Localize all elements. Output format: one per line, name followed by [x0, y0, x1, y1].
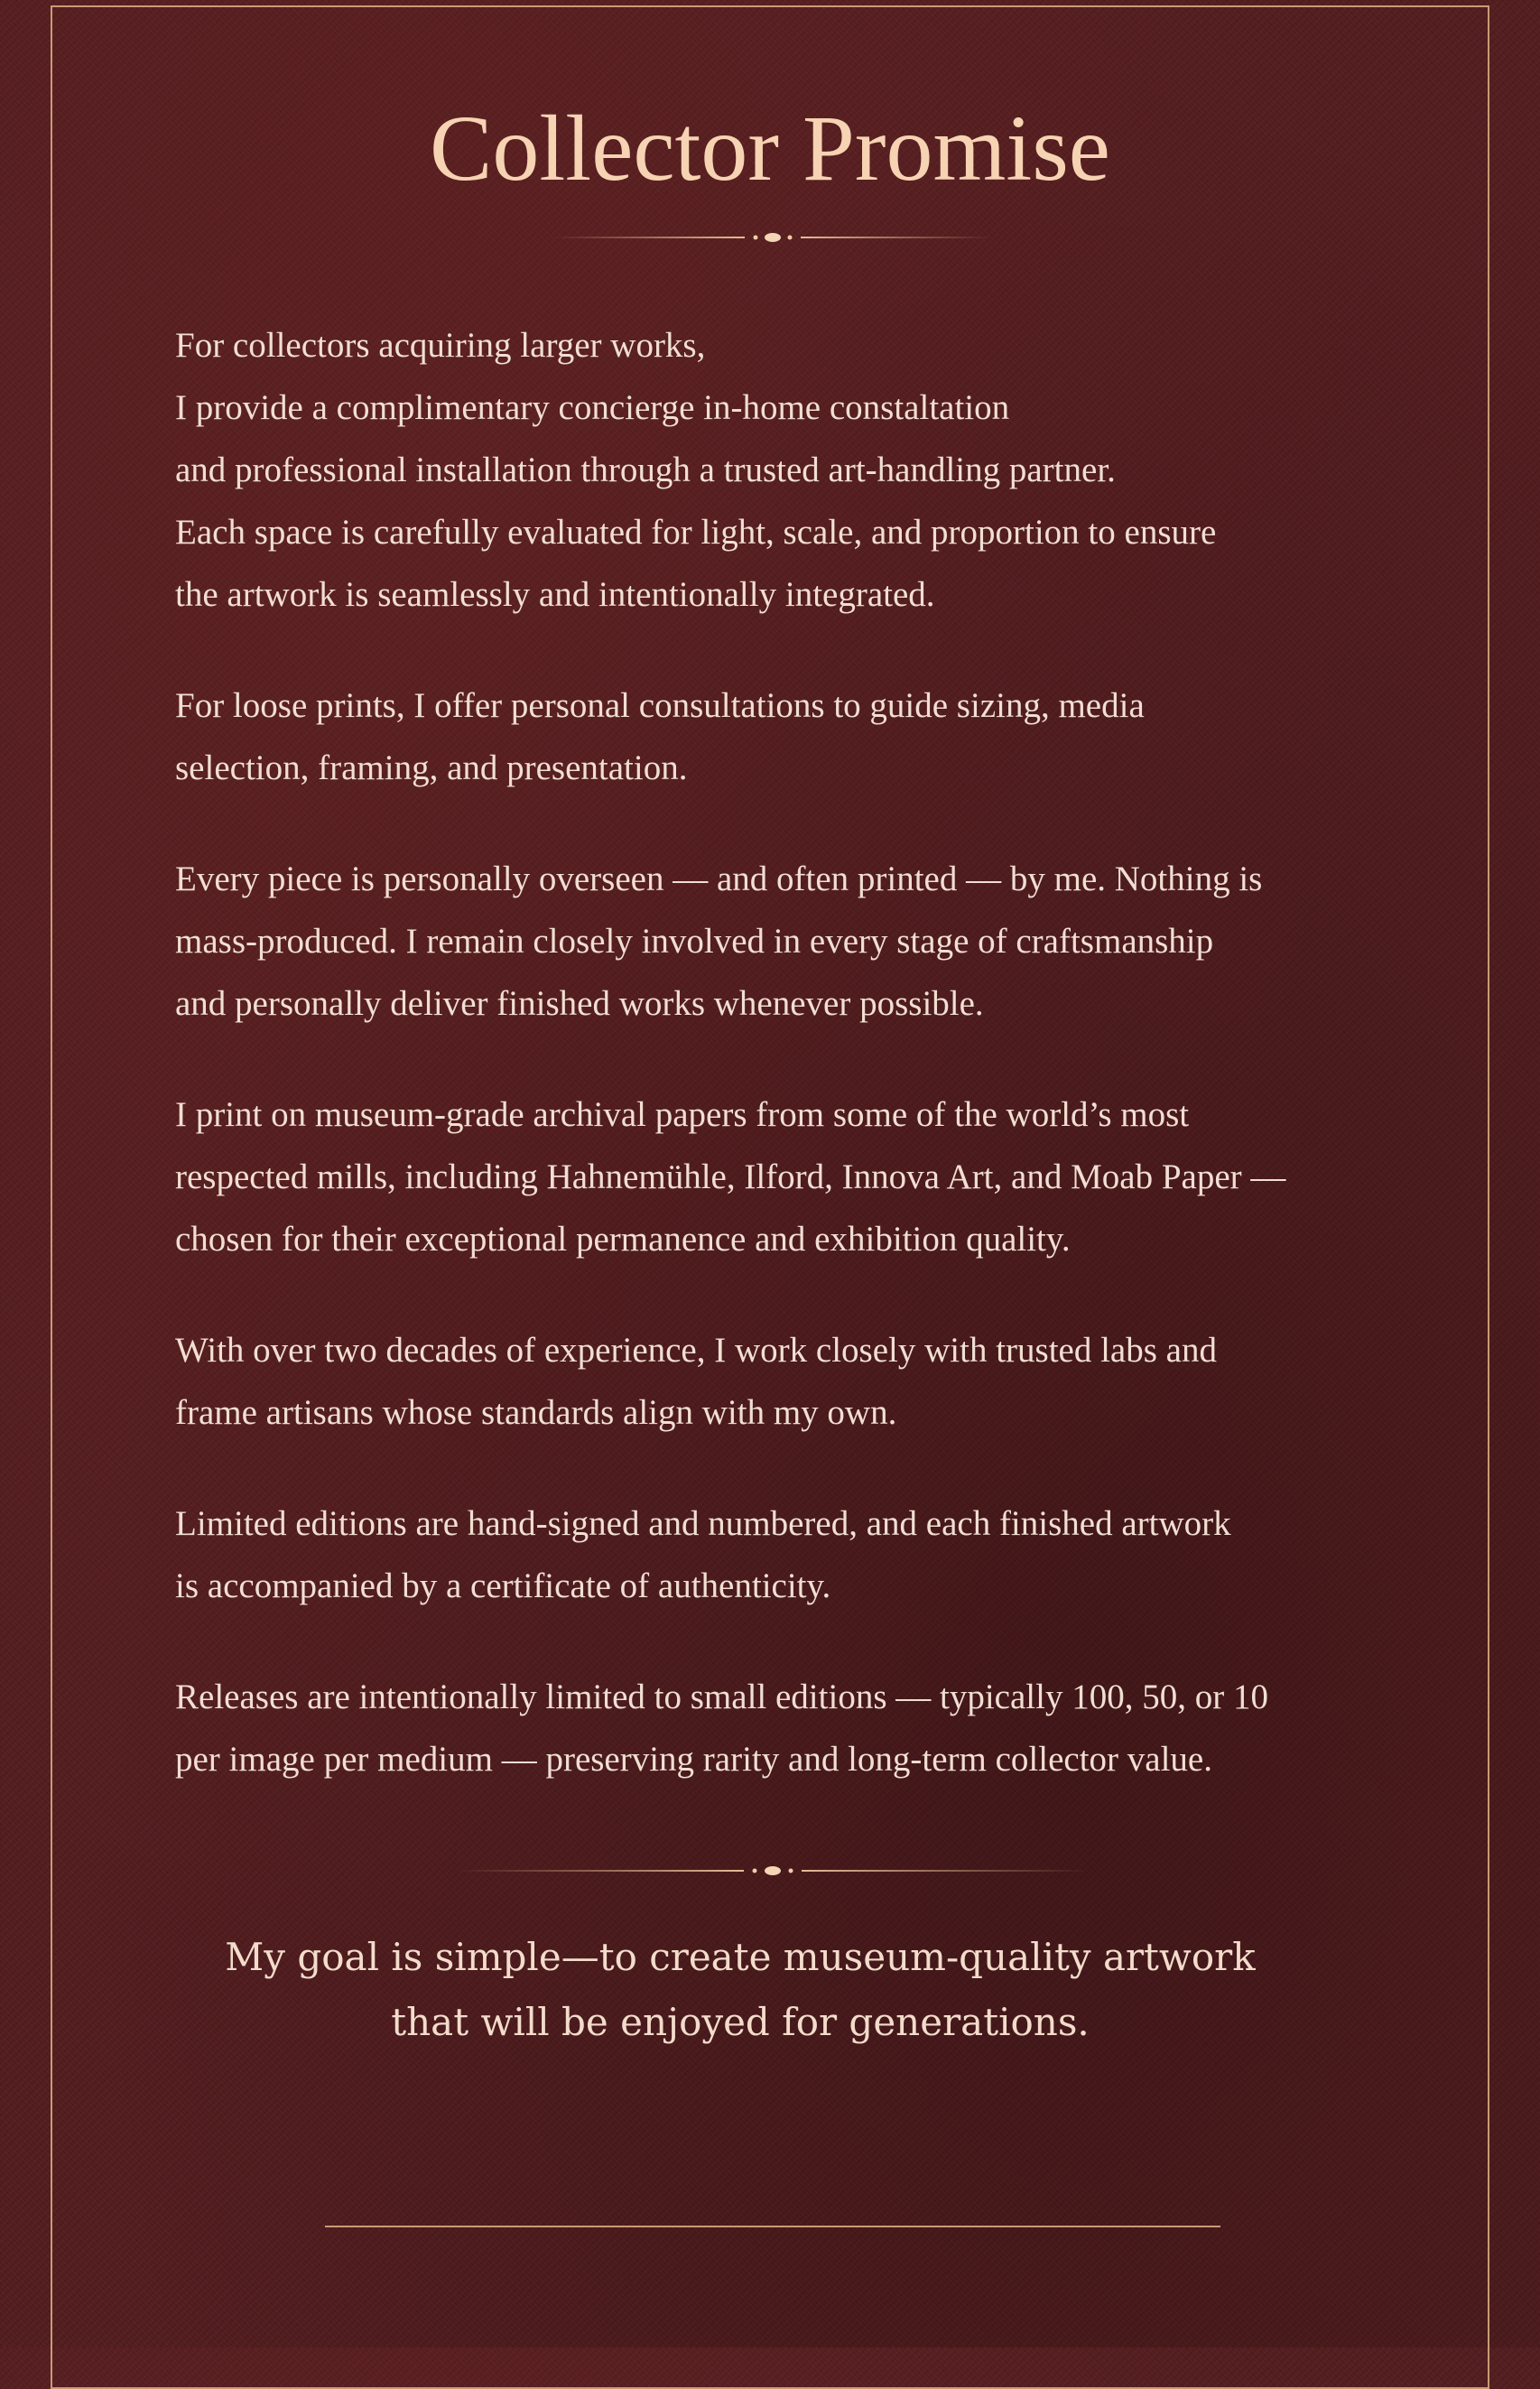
paragraph-experience [175, 1319, 1439, 1444]
page-title: Collector Promise [430, 97, 1110, 200]
text-line: For loose prints, I offer personal consultations to guide sizing, media [175, 686, 1145, 725]
text-line: For collectors acquiring larger works, [175, 326, 706, 365]
text-line: I print on museum-grade archival papers from some of the world’s most [175, 1095, 1190, 1134]
text-line: mass-produced. I remain closely involved in every stage of craftsmanship [175, 922, 1214, 961]
bottom-divider-line [325, 2226, 1220, 2227]
text-line: frame artisans whose standards align with my own. [175, 1393, 897, 1432]
text-line: chosen for their exceptional permanence and exhibition quality. [175, 1220, 1071, 1259]
text-line: Each space is carefully evaluated for light, scale, and proportion to ensure [175, 513, 1217, 552]
text-line: per image per medium — preserving rarity and long-term collector value. [175, 1740, 1212, 1779]
paragraph-editions [175, 1492, 1439, 1617]
text-line: the artwork is seamlessly and intentionally integrated. [175, 575, 935, 614]
text-line: and personally deliver finished works whenever possible. [175, 984, 984, 1023]
paragraph-installation [175, 314, 1439, 626]
text-line: Every piece is personally overseen — and often printed — by me. Nothing is [175, 860, 1263, 898]
text-line: With over two decades of experience, I work closely with trusted labs and [175, 1331, 1217, 1370]
goal-line: that will be enjoyed for generations. [391, 2000, 1090, 2044]
paragraph-consultations [175, 674, 1439, 799]
promise-body [175, 314, 1439, 1839]
text-line: is accompanied by a certificate of authenticity. [175, 1566, 831, 1605]
goal-line: My goal is simple—to create museum-quality artwork [225, 1935, 1256, 1979]
paragraph-releases [175, 1666, 1439, 1790]
text-line: I provide a complimentary concierge in-home constaltation [175, 388, 1010, 427]
text-line: selection, framing, and presentation. [175, 748, 688, 787]
ornamental-divider-icon [457, 1862, 1089, 1880]
goal-statement [0, 1925, 1480, 2055]
text-line: respected mills, including Hahnemühle, Ilford, Innova Art, and Moab Paper — [175, 1157, 1286, 1196]
text-line: Releases are intentionally limited to small editions — typically 100, 50, or 10 [175, 1678, 1268, 1716]
paragraph-craftsmanship [175, 848, 1439, 1035]
ornamental-divider-icon [553, 228, 992, 246]
text-line: and professional installation through a trusted art-handling partner. [175, 451, 1116, 489]
text-line: Limited editions are hand-signed and numbered, and each finished artwork [175, 1504, 1231, 1543]
paragraph-papers [175, 1083, 1439, 1270]
